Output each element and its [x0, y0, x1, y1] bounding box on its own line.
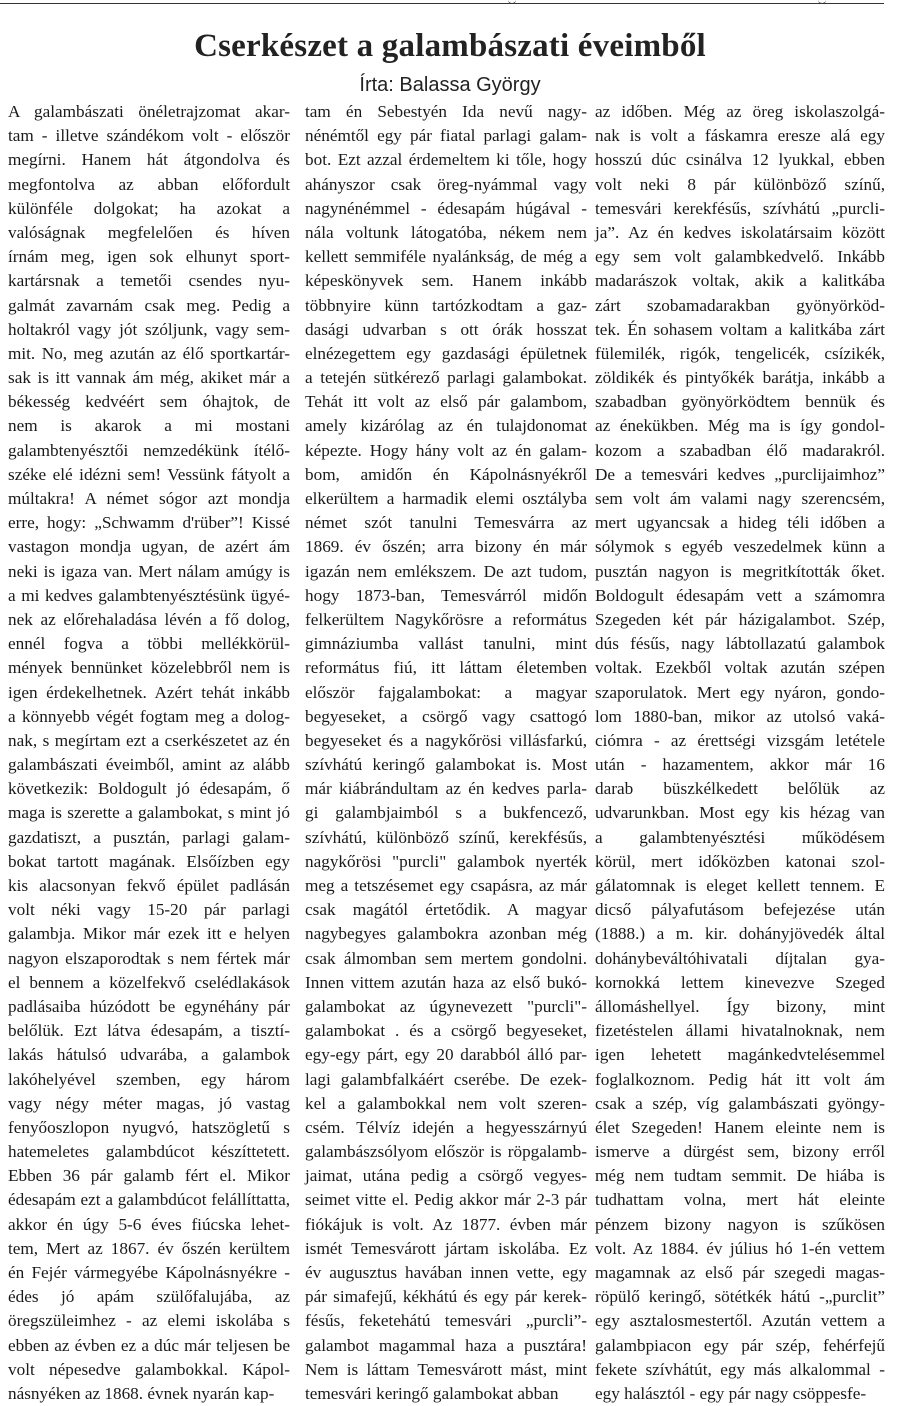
text-line: a könnyebb végét fogtam meg a dolog-	[8, 706, 290, 726]
text-line: gálatomnak is eleget kellett tennem. E	[595, 876, 885, 895]
text-line: volt népesedve galambokkal. Kápol-	[8, 1359, 290, 1379]
text-line: ismét Temesvárott jártam iskolába. Ez	[305, 1238, 587, 1258]
text-line: sak is itt vannak ám még, akiket már a	[8, 368, 290, 388]
text-line: először fajgalambokat: a magyar	[305, 682, 587, 702]
text-line: ennél fogva a többi mellékkörül-	[8, 634, 290, 654]
text-line: dohánybeváltóhivatali díjtalan gya-	[595, 948, 885, 968]
text-line: következik: Boldogult jó édesapám, ő	[8, 779, 290, 799]
text-line: (1888.) a m. kir. dohányjövedék által	[595, 924, 885, 944]
text-line: gi galambjaimból s a bukfencező,	[305, 803, 587, 823]
text-line: tem, Mert az 1867. év őszén kerültem	[8, 1238, 290, 1258]
text-line: után - hazamentem, akkor már 16	[595, 755, 885, 775]
article-title: Cserkészet a galambászati éveimből	[194, 28, 706, 64]
text-line: lakóhelyével szemben, egy három	[8, 1069, 290, 1089]
text-line: valóságnak megfelelően és híven	[8, 222, 290, 242]
text-line: egy sem volt galambkedvelő. Inkább	[595, 247, 885, 267]
text-line: elnézegettem egy gazdasági épületnek	[305, 343, 587, 363]
text-column-3	[595, 100, 885, 1406]
text-line: kel a galambokkal nem volt szeren-	[305, 1093, 587, 1113]
text-line: begyeseket, a csörgő vagy csattogó	[305, 706, 587, 726]
text-line: tudhattam volna, mert hát eleinte	[595, 1190, 885, 1210]
text-line: egy-egy párt, egy 20 darabból álló par-	[305, 1045, 587, 1065]
text-line: német szót tanulni Temesvárra az	[305, 513, 587, 533]
text-column-2	[305, 100, 587, 1406]
text-line: násnyéken az 1868. évnek nyarán kap-	[8, 1383, 275, 1403]
text-line: nak, s megírtam ezt a cserkészetet az én	[8, 730, 290, 750]
text-line: foglalkoznom. Pedig hát itt volt ám	[595, 1069, 885, 1089]
text-line: még nem tudtam semmit. De hiába is	[595, 1166, 885, 1186]
text-line: szabadban gyönyörködtem bennük és	[595, 392, 885, 412]
text-line: hatemeletes galambdúcot készíttetett.	[8, 1142, 290, 1162]
text-line: mit. No, meg azután az élő sportkartár-	[8, 343, 290, 363]
text-line: Ebben 36 pár galamb fért el. Mikor	[8, 1166, 290, 1186]
text-line: voltak. Ezekből voltak azután szépen	[595, 658, 885, 678]
text-line: Innen vittem azután haza az első bukó-	[305, 972, 587, 992]
text-line: többnyire künn tartózkodtam a gaz-	[305, 295, 587, 315]
text-line: De a temesvári kedves „purclijaimhoz”	[595, 464, 885, 484]
text-line: a mi kedves galambtenyésztésünk ügyé-	[8, 585, 290, 605]
text-line: darab büszkélkedett belőlük az	[595, 779, 885, 799]
text-line: nem is akarok a mi mostani	[8, 416, 290, 436]
text-line: neki is igaza van. Mert nálam amúgy is	[8, 561, 290, 581]
text-line: igen érdekelhetnek. Azért tehát inkább	[8, 682, 290, 702]
text-line: seimet vitte el. Pedig akkor már 2-3 pár	[305, 1190, 587, 1210]
text-line: én Fejér vármegyébe Kápolnásnyékre -	[8, 1263, 290, 1282]
text-line: bot. Ezt azzal érdemeltem ki tőle, hogy	[305, 150, 587, 170]
text-line: holtakról vagy jót szóljunk, vagy sem-	[8, 319, 290, 339]
text-line: lakás hátulsó udvarába, a galambok	[8, 1045, 290, 1065]
text-line: megfontolva az abban előfordult	[8, 174, 290, 194]
text-line: szaporulatok. Mert egy nyáron, gondo-	[595, 682, 885, 702]
text-line: édes jó apám szülőfalujába, az	[8, 1287, 290, 1307]
text-line: sem volt ám valami nagy szerencsém,	[595, 489, 885, 508]
text-line: képeskönyvek sem. Hanem inkább	[305, 271, 587, 291]
text-line: lom 1880-ban, mikor az utolsó vaká-	[595, 706, 885, 726]
text-line: az énekükben. Még ma is így gondol-	[595, 416, 885, 436]
text-line: jaimat, utána pedig a csörgő vegyes-	[305, 1166, 587, 1186]
text-line: gazdatiszt, a pusztán, parlagi galam-	[8, 827, 290, 847]
text-line: bom, amidőn én Kápolnásnyékről	[305, 464, 587, 484]
text-line: galambokat . és a csörgő begyeseket,	[305, 1021, 587, 1041]
text-line: fésűs, feketehátú temesvári „purcli”-	[305, 1311, 587, 1331]
text-line: egy asztalosmestertől. Azután vettem a	[595, 1311, 885, 1331]
text-line: Szegeden két pár házigalambot. Szép,	[595, 609, 885, 629]
text-line: fülemilék, rigók, tengelicék, csízikék,	[595, 343, 885, 363]
text-line: állomáshellyel. Így bizony, mint	[595, 996, 885, 1016]
text-line: amely kizárólag az én tulajdonomat	[305, 416, 587, 436]
text-line: nak is volt a fáskamra eresze alá egy	[595, 126, 885, 146]
text-line: zöldikék és pintyőkék barátja, inkább a	[595, 368, 885, 388]
text-line: elkerültem a harmadik elemi osztályba	[305, 489, 587, 508]
text-line: padlásaiba húzódott be egynéhány pár	[8, 996, 290, 1016]
text-column-1	[8, 100, 290, 1406]
text-line: igen lehetett magánkedvtelésemmel	[595, 1045, 885, 1065]
text-line: begyeseket és a nagykőrösi villásfarkú,	[305, 730, 587, 750]
text-line: meg a tetszésemet egy csapásra, az már	[305, 876, 587, 895]
text-line: már kiábrándultam az én kedves parla-	[305, 779, 587, 799]
text-line: öregszüleimhez - az elemi iskolába s	[8, 1311, 290, 1331]
text-line: galambászsólyom először is röpgalamb-	[305, 1142, 587, 1162]
text-line: volt néki vagy 15-20 pár parlagi	[8, 900, 290, 920]
text-line: belőlük. Ezt látva édesapám, a tisztí-	[8, 1021, 290, 1041]
text-line: hosszú dúc csinálva 12 lyukkal, ebben	[595, 150, 885, 170]
text-line: ja”. Az én kedves iskolatársaim között	[595, 222, 885, 242]
text-line: képezte. Hogy hány volt az én galam-	[305, 440, 587, 460]
text-line: nek az előrehaladása lévén a fő dolog,	[8, 609, 290, 629]
text-line: röpülő keringő, sötétkék hátú -„purclit”	[595, 1287, 885, 1307]
text-line: fenyőoszlopon nyugvó, hatszögletű s	[8, 1117, 290, 1137]
text-line: dús fésűs, nagy lábtollazatú galambok	[595, 634, 885, 654]
text-line: fiókájuk is volt. Az 1877. évben már	[305, 1214, 587, 1234]
text-line: csak álmomban sem mertem gondolni.	[305, 948, 587, 968]
text-line: kis alacsonyan fekvő épület padlásán	[8, 876, 290, 895]
text-line: galmát zavarnám csak meg. Pedig a	[8, 295, 290, 315]
text-line: bokat tartott magának. Elsőízben egy	[8, 851, 290, 871]
text-line: mények bennünket közelebbről nem is	[8, 658, 290, 678]
text-line: kellett semmiféle nyalánkság, de még a	[305, 247, 587, 267]
text-line: zárt szobamadarakban gyönyörköd-	[595, 295, 885, 315]
text-line: széke elé idézni sem! Vessünk fátyolt a	[8, 464, 290, 484]
text-line: hogy 1873-ban, Temesvárról midőn	[305, 585, 587, 605]
text-line: maga is szerette a galambokat, s mint jó	[8, 803, 290, 823]
text-line: dicső pályafutásom befejezése után	[595, 900, 885, 920]
text-line: múltakra! A német sógor azt mondja	[8, 489, 290, 508]
text-line: kornokká lettem kinevezve Szeged	[595, 972, 885, 992]
top-rule-marks	[0, 0, 884, 6]
text-line: 1869. év őszén; arra bizony én már	[305, 537, 587, 557]
text-line: tek. Én sohasem voltam a kalitkába zárt	[595, 319, 885, 339]
text-line: magamnak az első pár szegedi magas-	[595, 1263, 885, 1282]
text-line: pár simafejű, kékhátú és egy pár kerek-	[305, 1287, 587, 1307]
text-line: csak magától értetődik. A magyar	[305, 900, 587, 920]
text-line: év augusztus havában innen vette, egy	[305, 1263, 587, 1282]
text-line: református fiú, itt láttam életemben	[305, 658, 587, 678]
text-line: fizetéstelen állami hivatalnoknak, nem	[595, 1021, 885, 1041]
text-line: akkor én úgy 5-6 éves fiúcska lehet-	[8, 1214, 290, 1234]
text-line: tam én Sebestyén Ida nevű nagy-	[305, 102, 587, 121]
text-line: A galambászati önéletrajzomat akar-	[8, 102, 290, 121]
text-line: sólymok s egyéb veszedelmek künn a	[595, 537, 885, 557]
text-line: volt neki 8 pár különböző színű,	[595, 174, 885, 194]
text-line: nagynénémmel - édesapám húgával -	[305, 198, 587, 218]
text-line: nénémtől egy pár fiatal parlagi galam-	[305, 126, 587, 146]
text-line: ebben az évben ez a dúc már teljesen be	[8, 1335, 290, 1355]
text-line: galambokat az úgynevezett "purcli"-	[305, 996, 587, 1016]
text-line: ismerve a dürgést sem, bizony erről	[595, 1142, 885, 1162]
text-line: galambászati éveimből, amint az alább	[8, 755, 290, 775]
text-line: békesség kedvéért sem óhajtok, de	[8, 392, 290, 412]
text-line: madarászok voltak, akik a kalitkába	[595, 271, 885, 291]
text-line: megírni. Hanem hát átgondolva és	[8, 150, 290, 170]
text-line: nagykőrösi "purcli" galambok nyerték	[305, 851, 587, 871]
text-line: pénzem bizony nagyon is szűkösen	[595, 1214, 885, 1234]
text-line: nagyon elszaporodtak s nem fértek már	[8, 948, 290, 968]
text-line: nagybegyes galambokra azonban még	[305, 924, 587, 944]
text-line: vagy négy méter magas, jó vastag	[8, 1093, 290, 1113]
text-line: egy halásztól - egy pár nagy csöppesfe-	[595, 1383, 867, 1403]
text-line: kozom a szabadban élő madarakról.	[595, 440, 885, 460]
text-line: erre, hogy: „Schwamm d'rüber”! Kissé	[8, 513, 290, 533]
text-line: csém. Télvíz idején a hegyesszárnyú	[305, 1117, 587, 1137]
text-line: édesapám ezt a galambdúcot felállíttatta,	[8, 1190, 290, 1210]
text-line: ciómra - az érettségi vizsgám letétele	[595, 730, 885, 750]
text-line: temesvári kerekfésűs, szívhátú „purcli-	[595, 198, 885, 218]
text-line: volt. Az 1884. év július hó 1-én vettem	[595, 1238, 885, 1258]
text-line: szívhátú keringő galambokat is. Most	[305, 755, 587, 775]
article-byline: Írta: Balassa György	[359, 74, 541, 96]
text-line: csak a szép, víg galambászati gyöngy-	[595, 1093, 885, 1113]
text-line: el bennem a közelfekvő cselédlakások	[8, 972, 290, 992]
text-line: ahányszor csak öreg-nyámmal vagy	[305, 174, 587, 194]
text-line: galambot magammal haza a pusztára!	[305, 1335, 587, 1355]
text-line: az időben. Még az öreg iskolaszolgá-	[595, 102, 885, 121]
text-line: Nem is láttam Temesvárott mást, mint	[305, 1359, 587, 1379]
text-line: felkerültem Nagykőrösre a református	[305, 609, 587, 629]
text-line: élet Szegeden! Hanem eleinte nem is	[595, 1117, 885, 1137]
text-line: galambja. Mikor már ezek itt e helyen	[8, 924, 290, 944]
text-line: írnám meg, igen sok elhunyt sport-	[8, 247, 290, 267]
text-line: mert ugyancsak a hideg téli időben a	[595, 513, 885, 533]
text-line: galambpiacon egy pár szép, fehérfejű	[595, 1335, 885, 1355]
text-line: nála voltunk látogatóba, nékem nem	[305, 222, 587, 242]
text-line: galambtenyésztői nemzedékünk ítélő-	[8, 440, 290, 460]
text-line: udvarunkban. Most egy kis hézag van	[595, 803, 885, 823]
text-line: a tetején sütkérező parlagi galambokat.	[305, 368, 587, 388]
text-line: temesvári keringő galambokat abban	[305, 1383, 559, 1403]
text-line: Boldogult édesapám vett a számomra	[595, 585, 885, 605]
text-line: szívhátú, különböző színű, kerekfésűs,	[305, 827, 587, 847]
text-line: pusztán nagyon is megritkították őket.	[595, 561, 885, 581]
text-line: lagi galambfalkáért cserébe. De ezek-	[305, 1069, 587, 1089]
text-line: a galambtenyésztési működésem	[595, 827, 885, 847]
text-line: igazán nem emlékszem. De azt tudom,	[305, 561, 587, 581]
text-line: fekete szívhátút, egy más alkalommal -	[595, 1359, 885, 1379]
text-line: dasági udvarban s ott órák hosszat	[305, 319, 587, 339]
text-line: gimnáziumba vallást tanulni, mint	[305, 634, 587, 654]
text-line: különféle dolgokat; ha azokat a	[8, 198, 290, 218]
text-line: tam - illetve szándékom volt - először	[8, 126, 290, 146]
text-line: vastagon mondja ugyan, de azért ám	[8, 537, 290, 557]
text-line: kartársnak a temetői csendes nyu-	[8, 271, 290, 291]
text-line: körül, mert időközben katonai szol-	[595, 851, 885, 871]
text-line: Tehát itt volt az első pár galambom,	[305, 392, 587, 412]
